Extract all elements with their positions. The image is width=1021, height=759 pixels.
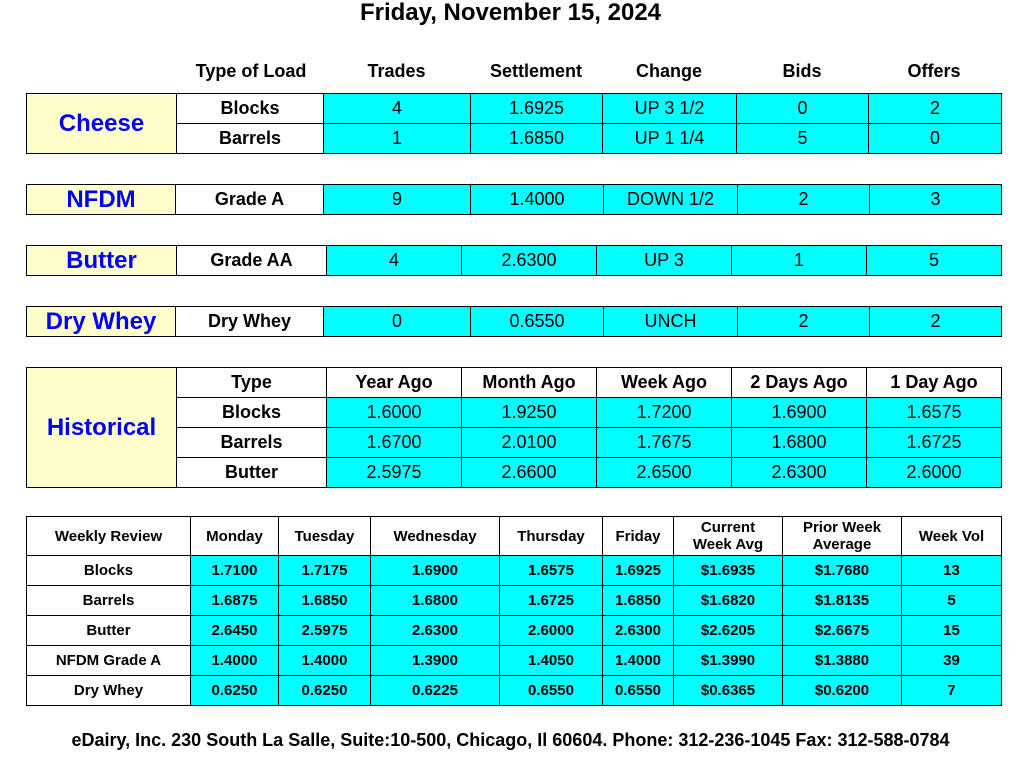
historical-cell: 2.6500 [597,458,732,488]
weekly-cell: 0.6550 [500,676,603,706]
cheese-blocks-offers: 2 [869,94,1002,124]
weekly-header-week-vol: Week Vol [902,517,1002,556]
butter-settlement: 2.6300 [462,246,597,276]
header-bids: Bids [782,61,822,81]
cheese-table [26,93,1002,154]
weekly-cell: 15 [902,616,1002,646]
historical-cell: 2.6300 [732,458,867,488]
historical-cell: 1.7200 [597,398,732,428]
cheese-blocks-settlement: 1.6925 [471,94,603,124]
weekly-header-wednesday: Wednesday [371,517,500,556]
weekly-cell: 1.4000 [603,646,674,676]
weekly-cell: 1.6800 [371,586,500,616]
cheese-barrels-change: UP 1 1/4 [603,124,737,154]
historical-label: Historical [27,368,177,488]
weekly-cell: 1.6575 [500,556,603,586]
cheese-barrels-trades: 1 [324,124,471,154]
historical-cell: 2.6000 [867,458,1002,488]
historical-row-label: Barrels [177,428,327,458]
cheese-blocks-change: UP 3 1/2 [603,94,737,124]
cheese-barrels-offers: 0 [869,124,1002,154]
weekly-cell: 1.6850 [279,586,371,616]
weekly-review-table [26,516,1002,706]
header-type-of-load: Type of Load [195,61,307,81]
weekly-cell: 7 [902,676,1002,706]
weekly-header-monday: Monday [191,517,279,556]
nfdm-settlement: 1.4000 [471,185,604,215]
historical-row-label: Butter [177,458,327,488]
weekly-row-label: Butter [27,616,191,646]
weekly-header-friday: Friday [603,517,674,556]
weekly-row-label: Dry Whey [27,676,191,706]
nfdm-offers: 3 [870,185,1002,215]
historical-header-week-ago: Week Ago [597,368,732,398]
weekly-cell: 1.6925 [603,556,674,586]
nfdm-type: Grade A [176,185,324,215]
weekly-row-label: Blocks [27,556,191,586]
weekly-header-prior-week-average-text: Prior Week Average [802,519,882,553]
nfdm-trades: 9 [324,185,471,215]
weekly-cell: 1.6900 [371,556,500,586]
weekly-cell: $0.6200 [783,676,902,706]
weekly-row-label: NFDM Grade A [27,646,191,676]
weekly-header-current-week-avg-text: Current Week Avg [692,519,764,553]
whey-settlement: 0.6550 [471,307,604,337]
historical-cell: 1.6700 [327,428,462,458]
cheese-blocks-trades: 4 [324,94,471,124]
header-change: Change [635,61,702,81]
weekly-cell: 39 [902,646,1002,676]
weekly-cell: 13 [902,556,1002,586]
butter-table [26,245,1002,276]
historical-cell: 2.0100 [462,428,597,458]
cheese-blocks-bids: 0 [737,94,869,124]
butter-trades: 4 [327,246,462,276]
page-title: Friday, November 15, 2024 [359,0,662,26]
cheese-barrels-bids: 5 [737,124,869,154]
cheese-barrels-type: Barrels [177,124,324,154]
whey-change: UNCH [604,307,738,337]
weekly-cell: 0.6550 [603,676,674,706]
weekly-cell: 1.4000 [191,646,279,676]
butter-change: UP 3 [597,246,732,276]
whey-type: Dry Whey [176,307,324,337]
cheese-label: Cheese [27,94,177,154]
weekly-cell: 0.6250 [191,676,279,706]
historical-cell: 1.6800 [732,428,867,458]
cheese-blocks-type: Blocks [177,94,324,124]
weekly-cell: 1.6850 [603,586,674,616]
historical-header-type: Type [177,368,327,398]
historical-header-month-ago: Month Ago [462,368,597,398]
nfdm-table [26,184,1002,215]
weekly-cell: 2.6450 [191,616,279,646]
weekly-cell: 1.6875 [191,586,279,616]
whey-trades: 0 [324,307,471,337]
historical-header-year-ago: Year Ago [327,368,462,398]
weekly-cell: 1.4050 [500,646,603,676]
weekly-cell: $1.8135 [783,586,902,616]
weekly-cell: 1.4000 [279,646,371,676]
weekly-cell: 2.5975 [279,616,371,646]
weekly-cell: $2.6205 [674,616,783,646]
weekly-cell: 2.6000 [500,616,603,646]
historical-cell: 1.6725 [867,428,1002,458]
weekly-cell: 1.7100 [191,556,279,586]
footer-contact: eDairy, Inc. 230 South La Salle, Suite:10-500, Chicago, Il 60604. Phone: 312-236-1045 Fax: 312-588-0784 [71,730,950,750]
weekly-cell: $1.6935 [674,556,783,586]
weekly-header-thursday: Thursday [500,517,603,556]
weekly-cell: $0.6365 [674,676,783,706]
historical-cell: 1.6000 [327,398,462,428]
historical-cell: 1.6900 [732,398,867,428]
historical-row-label: Blocks [177,398,327,428]
weekly-header-tuesday: Tuesday [279,517,371,556]
butter-offers: 5 [867,246,1002,276]
whey-table [26,306,1002,337]
weekly-cell: 0.6250 [279,676,371,706]
weekly-cell: $1.7680 [783,556,902,586]
weekly-cell: $1.3880 [783,646,902,676]
butter-bids: 1 [732,246,867,276]
weekly-header-prior-week-average [783,517,902,556]
historical-header-1-day-ago: 1 Day Ago [867,368,1002,398]
nfdm-change: DOWN 1/2 [604,185,738,215]
weekly-cell: 5 [902,586,1002,616]
historical-cell: 2.6600 [462,458,597,488]
butter-label: Butter [27,246,177,276]
whey-offers: 2 [870,307,1002,337]
historical-cell: 1.7675 [597,428,732,458]
weekly-cell: 1.3900 [371,646,500,676]
weekly-cell: 1.6725 [500,586,603,616]
header-settlement: Settlement [489,61,583,81]
historical-cell: 1.6575 [867,398,1002,428]
historical-table [26,367,1002,488]
butter-type: Grade AA [177,246,327,276]
historical-header-2-days-ago: 2 Days Ago [732,368,867,398]
weekly-cell: $2.6675 [783,616,902,646]
nfdm-bids: 2 [738,185,870,215]
whey-bids: 2 [738,307,870,337]
historical-cell: 1.9250 [462,398,597,428]
historical-cell: 2.5975 [327,458,462,488]
cheese-barrels-settlement: 1.6850 [471,124,603,154]
weekly-cell: $1.6820 [674,586,783,616]
weekly-cell: 2.6300 [603,616,674,646]
weekly-header-current-week-avg [674,517,783,556]
weekly-cell: 0.6225 [371,676,500,706]
header-trades: Trades [367,61,426,81]
weekly-cell: $1.3990 [674,646,783,676]
weekly-row-label: Barrels [27,586,191,616]
whey-label: Dry Whey [27,307,176,337]
weekly-cell: 2.6300 [371,616,500,646]
header-offers: Offers [907,61,961,81]
weekly-cell: 1.7175 [279,556,371,586]
weekly-header-weekly-review: Weekly Review [27,517,191,556]
nfdm-label: NFDM [27,185,176,215]
